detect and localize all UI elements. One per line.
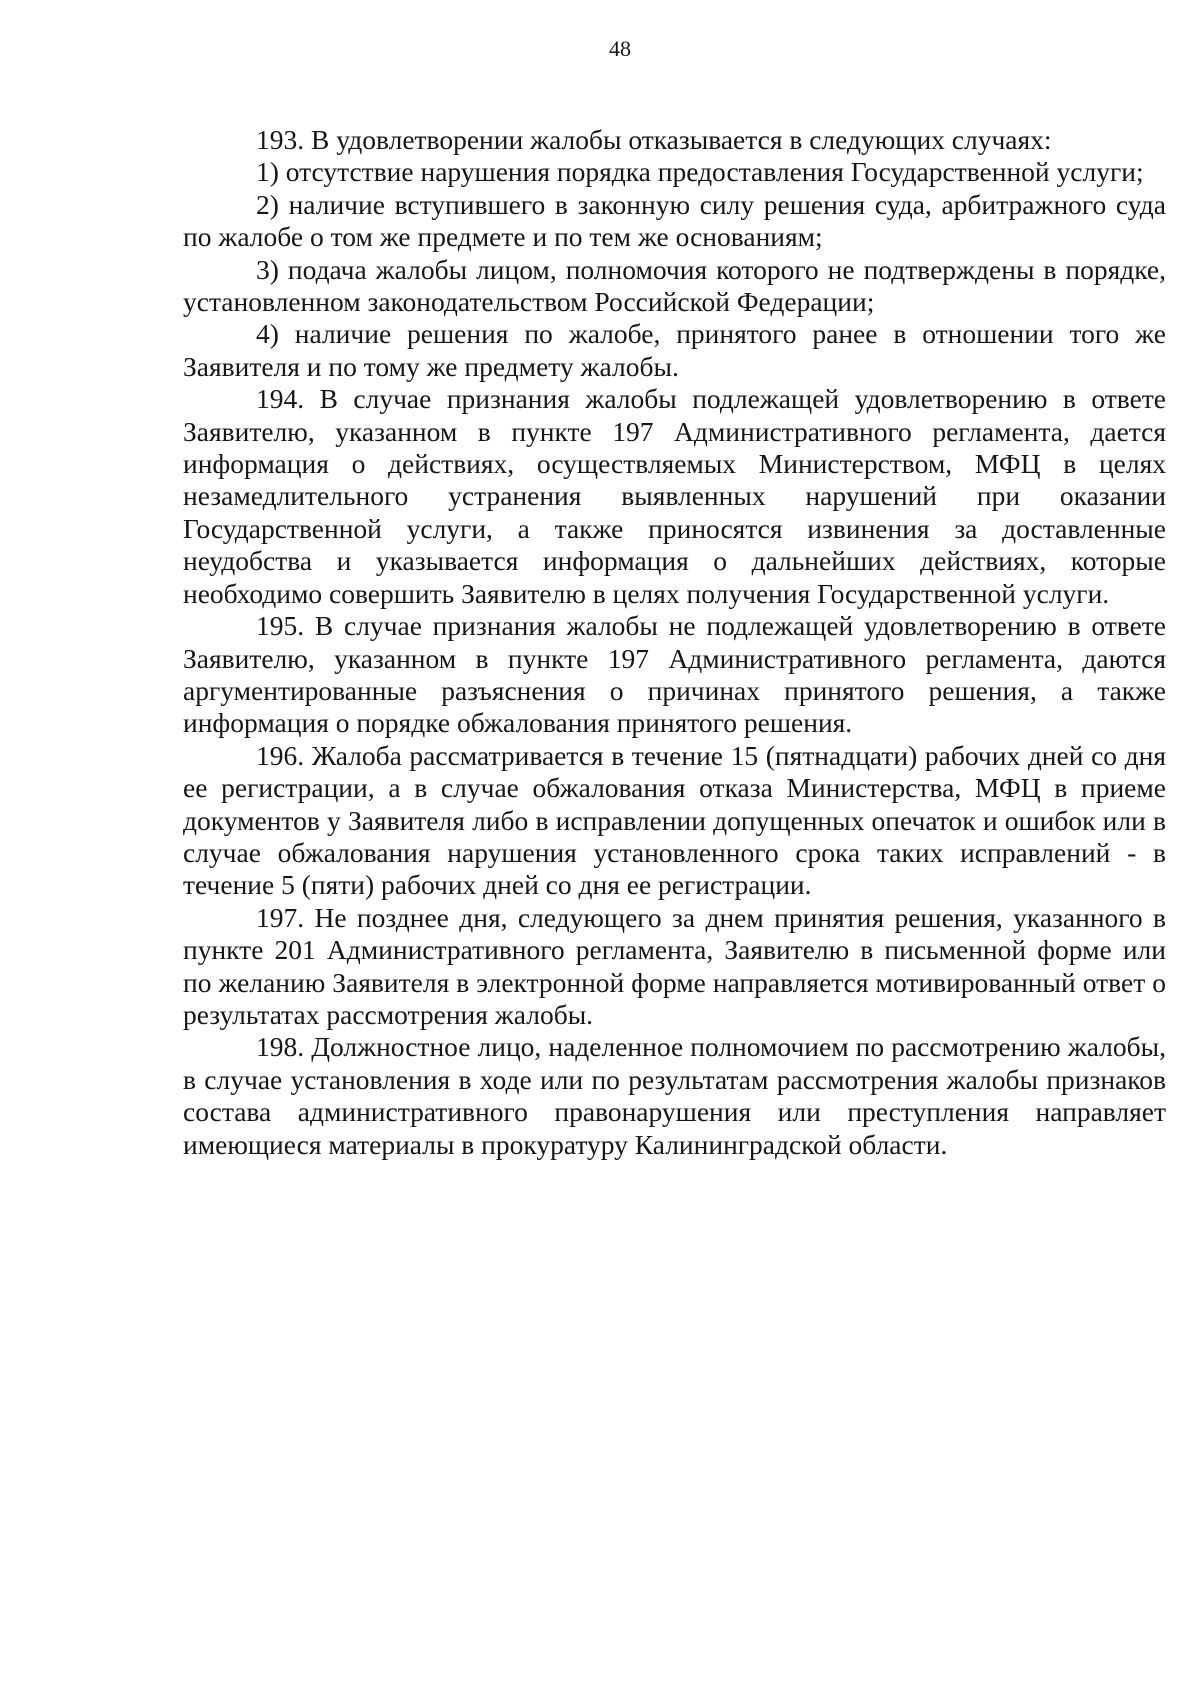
paragraph-196: 196. Жалоба рассматривается в течение 15 (пятнадцати) рабочих дней со дня ее регистрации, а в случае обжалования отказа Министерства, МФЦ в приеме документов у Заявителя либо в исправлении допущенных опечаток и ошибок или в случае обжалования нарушения установленного срока таких исправлений - в течение 5 (пяти) рабочих дней со дня ее регистрации.	[183, 739, 1166, 901]
paragraph-193-item-2: 2) наличие вступившего в законную силу решения суда, арбитражного суда по жалобе о том же предмете и по тем же основаниям;	[183, 188, 1166, 253]
paragraph-194: 194. В случае признания жалобы подлежащей удовлетворению в ответе Заявителю, указанном в пункте 197 Административного регламента, дается информация о действиях, осуществляемых Министерством, МФЦ в целях незамедлительного устранения выявленных нарушений при оказании Государственной услуги, а также приносятся извинения за доставленные неудобства и указывается информация о дальнейших действиях, которые необходимо совершить Заявителю в целях получения Государственной услуги.	[183, 383, 1166, 609]
page-number: 48	[609, 36, 631, 61]
paragraph-193: 193. В удовлетворении жалобы отказывается в следующих случаях:	[256, 124, 1052, 155]
document-body	[183, 124, 1166, 1161]
paragraph-195: 195. В случае признания жалобы не подлежащей удовлетворению в ответе Заявителю, указанном в пункте 197 Административного регламента, даются аргументированные разъяснения о причинах принятого решения, а также информация о порядке обжалования принятого решения.	[183, 610, 1166, 739]
paragraph-197: 197. Не позднее дня, следующего за днем принятия решения, указанного в пункте 201 Административного регламента, Заявителю в письменной форме или по желанию Заявителя в электронной форме направляется мотивированный ответ о результатах рассмотрения жалобы.	[183, 901, 1166, 1030]
paragraph-193-item-4: 4) наличие решения по жалобе, принятого ранее в отношении того же Заявителя и по тому же предмету жалобы.	[183, 318, 1166, 382]
paragraph-193-item-3: 3) подача жалобы лицом, полномочия которого не подтверждены в порядке, установленном законодательством Российской Федерации;	[183, 253, 1166, 318]
paragraph-198: 198. Должностное лицо, наделенное полномочием по рассмотрению жалобы, в случае установления в ходе или по результатам рассмотрения жалобы признаков состава административного правонарушения или преступления направляет имеющиеся материалы в прокуратуру Калининградской области.	[183, 1031, 1166, 1160]
paragraph-193-item-1: 1) отсутствие нарушения порядка предоставления Государственной услуги;	[256, 156, 1144, 188]
